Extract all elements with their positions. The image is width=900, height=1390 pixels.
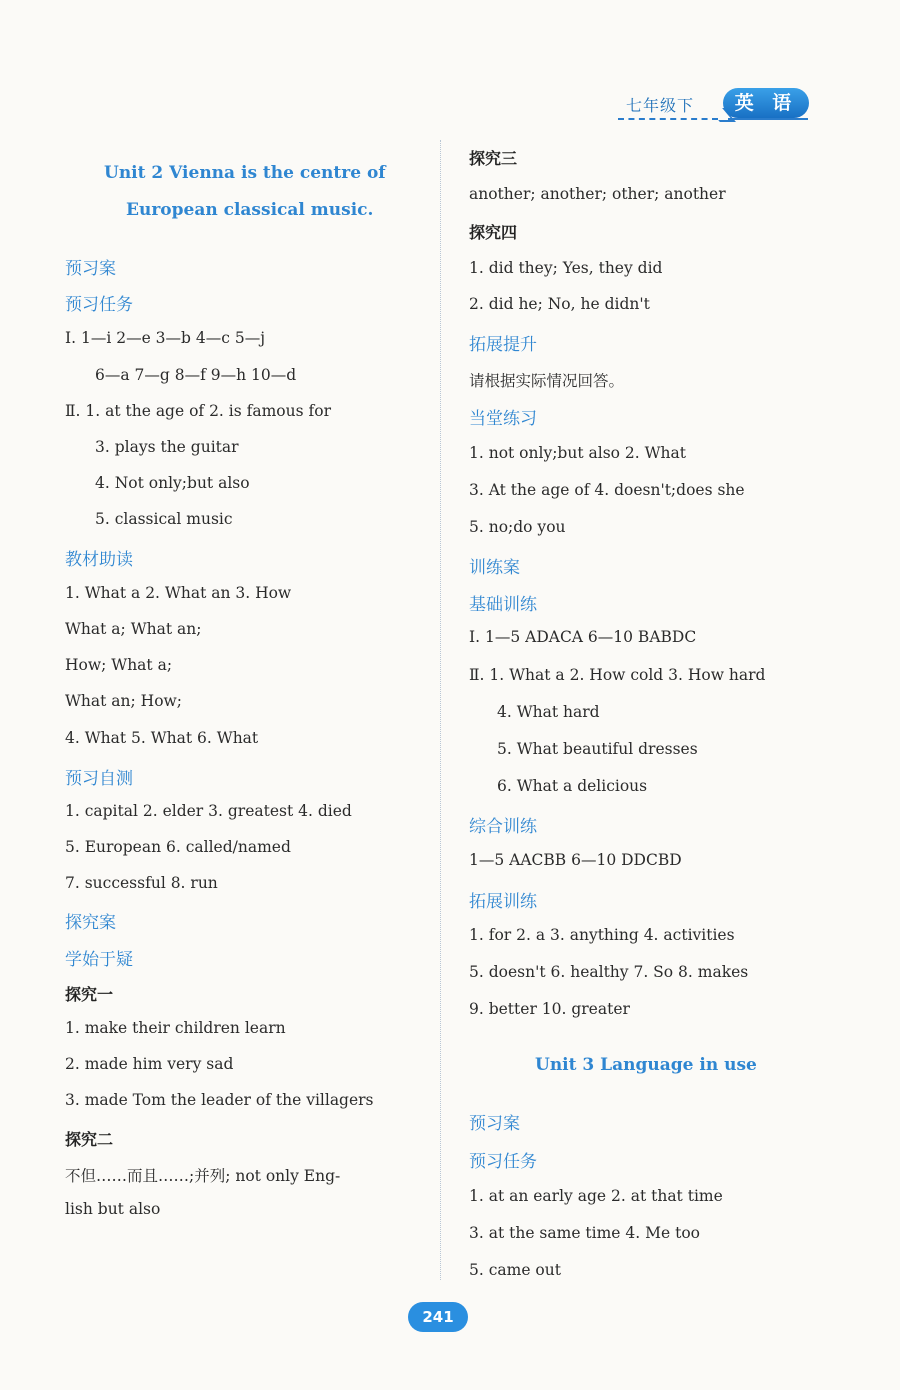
- answer-line: What a; What an;: [65, 620, 202, 638]
- section-learning-questions: 学始于疑: [65, 950, 133, 970]
- answer-line: How; What a;: [65, 656, 173, 674]
- answer-line: 1. What a 2. What an 3. How: [65, 584, 292, 602]
- section-basic-training: 基础训练: [469, 595, 537, 615]
- answer-line: 3. made Tom the leader of the villagers: [65, 1091, 374, 1109]
- subsection-inquiry-3: 探究三: [469, 149, 518, 168]
- answer-line: 5. What beautiful dresses: [497, 740, 698, 758]
- answer-line: 5. no;do you: [469, 518, 566, 536]
- answer-line: 3. at the same time 4. Me too: [469, 1224, 700, 1242]
- answer-line: 2. did he; No, he didn't: [469, 295, 650, 313]
- answer-line: 4. What hard: [497, 703, 600, 721]
- section-training: 训练案: [469, 558, 520, 578]
- section-comprehensive-training: 综合训练: [469, 817, 537, 837]
- subsection-inquiry-2: 探究二: [65, 1130, 114, 1149]
- answer-line: 2. made him very sad: [65, 1055, 234, 1073]
- page-number: 241: [408, 1302, 468, 1332]
- answer-line: 7. successful 8. run: [65, 874, 218, 892]
- answer-line: 1. not only;but also 2. What: [469, 444, 687, 462]
- section-preview-tasks: 预习任务: [65, 295, 133, 315]
- answer-line: 6. What a delicious: [497, 777, 648, 795]
- unit-2-title-line-1: Unit 2 Vienna is the centre of: [104, 163, 386, 183]
- answer-line: Ⅰ. 1—5 ADACA 6—10 BABDC: [469, 628, 697, 646]
- answer-line: 1. at an early age 2. at that time: [469, 1187, 723, 1205]
- section-textbook-guide: 教材助读: [65, 550, 133, 570]
- answer-line: Ⅱ. 1. at the age of 2. is famous for: [65, 402, 331, 420]
- answer-line: 5. came out: [469, 1261, 561, 1279]
- header-dash-line: [618, 118, 718, 120]
- header-underline: [728, 118, 808, 120]
- answer-line: another; another; other; another: [469, 185, 726, 203]
- answer-line: 4. What 5. What 6. What: [65, 729, 259, 747]
- answer-line: 9. better 10. greater: [469, 1000, 630, 1018]
- header-grade: 七年级下: [626, 96, 695, 115]
- answer-line: Ⅰ. 1—i 2—e 3—b 4—c 5—j: [65, 329, 266, 347]
- unit-2-title-line-2: European classical music.: [126, 200, 374, 220]
- answer-line: lish but also: [65, 1200, 161, 1218]
- answer-line: 1—5 AACBB 6—10 DDCBD: [469, 851, 682, 869]
- section-extension: 拓展提升: [469, 335, 537, 355]
- unit-3-title: Unit 3 Language in use: [535, 1055, 757, 1075]
- subsection-inquiry-4: 探究四: [469, 223, 518, 242]
- answer-line: 3. At the age of 4. doesn't;does she: [469, 481, 745, 499]
- section-preview-tasks: 预习任务: [469, 1152, 537, 1172]
- answer-line: 1. did they; Yes, they did: [469, 259, 663, 277]
- answer-line: 4. Not only;but also: [95, 474, 250, 492]
- answer-line: 1. make their children learn: [65, 1019, 286, 1037]
- section-preview: 预习案: [65, 259, 116, 279]
- answer-line: 5. European 6. called/named: [65, 838, 291, 856]
- section-extension-training: 拓展训练: [469, 892, 537, 912]
- answer-line: 不但……而且……;并列; not only Eng-: [65, 1167, 341, 1185]
- answer-line: 1. for 2. a 3. anything 4. activities: [469, 926, 735, 944]
- header-subject-badge: 英 语: [723, 88, 809, 118]
- section-inquiry: 探究案: [65, 913, 116, 933]
- answer-line: 6—a 7—g 8—f 9—h 10—d: [95, 366, 297, 384]
- answer-line: 5. doesn't 6. healthy 7. So 8. makes: [469, 963, 749, 981]
- answer-line: 1. capital 2. elder 3. greatest 4. died: [65, 802, 352, 820]
- answer-line: 3. plays the guitar: [95, 438, 239, 456]
- section-preview: 预习案: [469, 1114, 520, 1134]
- section-in-class-practice: 当堂练习: [469, 409, 537, 429]
- section-self-test: 预习自测: [65, 769, 133, 789]
- answer-line: Ⅱ. 1. What a 2. How cold 3. How hard: [469, 666, 766, 684]
- answer-line: 请根据实际情况回答。: [469, 372, 625, 390]
- column-divider: [440, 140, 441, 1280]
- answer-line: 5. classical music: [95, 510, 233, 528]
- answer-line: What an; How;: [65, 692, 183, 710]
- subsection-inquiry-1: 探究一: [65, 985, 114, 1004]
